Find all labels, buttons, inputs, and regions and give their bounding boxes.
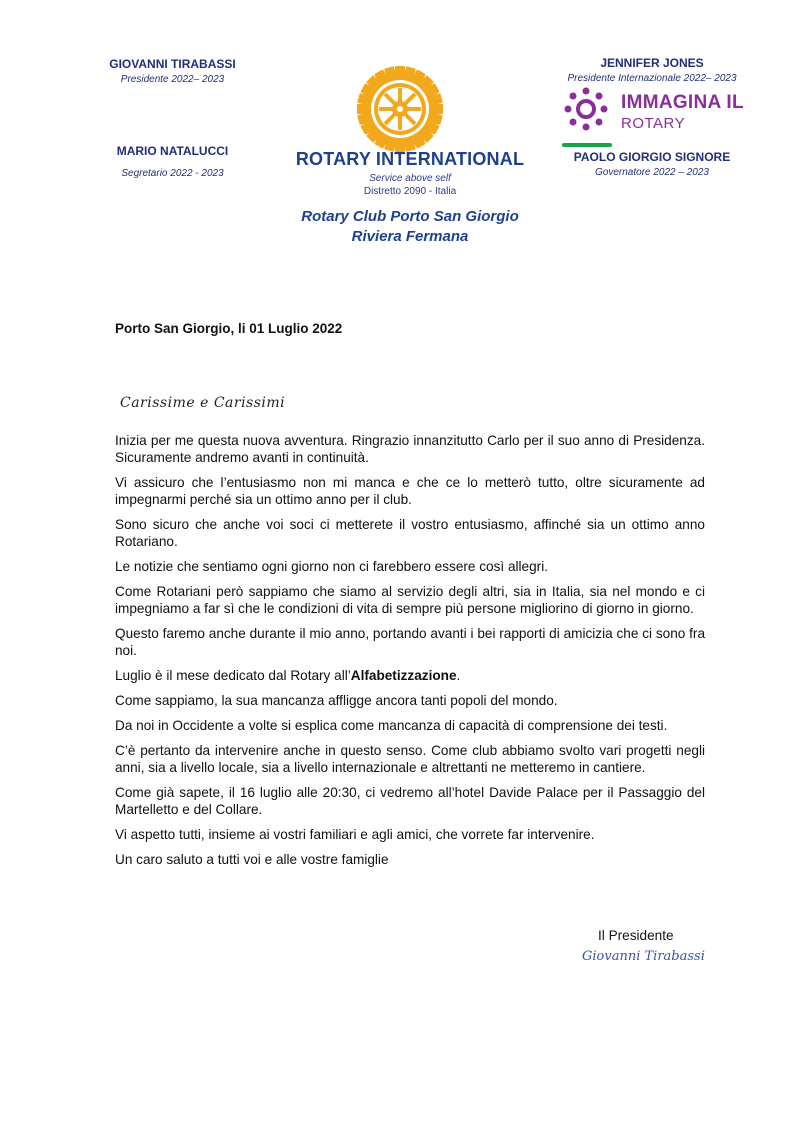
- literacy-highlight: Alfabetizzazione: [350, 668, 457, 683]
- rotary-wheel-logo: [357, 66, 443, 152]
- paragraph: Le notizie che sentiamo ogni giorno non ci farebbero essere così allegri.: [115, 559, 548, 574]
- club-name-line1: Rotary Club Porto San Giorgio: [301, 208, 519, 225]
- literacy-end: .: [456, 668, 461, 683]
- international-president-role: Presidente Internazionale 2022– 2023: [567, 73, 737, 84]
- paragraph: Questo faremo anche durante il mio anno, portando avanti i bei rapporti di amicizia che ci sono fra noi.: [115, 626, 705, 658]
- signature-handwritten: Giovanni Tirabassi: [582, 949, 705, 964]
- governor-name: PAOLO GIORGIO SIGNORE: [573, 150, 731, 164]
- letter-date: Porto San Giorgio, li 01 Luglio 2022: [115, 321, 343, 336]
- international-president-block: [556, 56, 748, 84]
- paragraph: Come sappiamo, la sua mancanza affligge ancora tanti popoli del mondo.: [115, 693, 558, 708]
- imagine-rotary-logo: [563, 84, 753, 134]
- organization-motto: Service above self: [369, 173, 451, 184]
- imagine-line2: ROTARY: [621, 115, 686, 132]
- literacy-paragraph: [115, 667, 705, 684]
- rotary-international-block: [270, 149, 550, 197]
- secretary-role: Segretario 2022 - 2023: [121, 168, 224, 179]
- paragraph: Come Rotariani però sappiamo che siamo al servizio degli altri, sia in Italia, sia nel mondo e ci impegniamo a far sì che le condizioni di vita di sempre più persone migliorino di giorno in giorno.: [115, 584, 705, 616]
- letter-greeting: Carissime e Carissimi: [120, 395, 286, 411]
- paragraph: Un caro saluto a tutti voi e alle vostre famiglie: [115, 852, 389, 867]
- paragraph: Vi aspetto tutti, insieme ai vostri familiari e agli amici, che vorrete far intervenire.: [115, 827, 595, 842]
- secretary-block: [80, 144, 265, 179]
- paragraph: Vi assicuro che l’entusiasmo non mi manca e che ce lo metterò tutto, oltre sicuramente ad impegnarmi perché sia un ottimo anno per il club.: [115, 475, 705, 507]
- governor-role: Governatore 2022 – 2023: [595, 167, 709, 178]
- paragraph: C’è pertanto da intervenire anche in questo senso. Come club abbiamo svolto vari progetti negli anni, sia a livello locale, sia a livello internazionale e altrettanti ne metteremo in cantiere.: [115, 743, 705, 775]
- club-name: [230, 207, 590, 247]
- letter-body: [115, 432, 705, 876]
- paragraph: Inizia per me questa nuova avventura. Ringrazio innanzitutto Carlo per il suo anno di Presidenza. Sicuramente andremo avanti in continuità.: [115, 433, 705, 465]
- president-name: GIOVANNI TIRABASSI: [109, 57, 236, 71]
- green-divider: [562, 143, 612, 147]
- president-role: Presidente 2022– 2023: [120, 74, 225, 85]
- imagine-burst-icon: [563, 86, 609, 132]
- secretary-name: MARIO NATALUCCI: [116, 144, 229, 158]
- paragraph: Da noi in Occidente a volte si esplica come mancanza di capacità di comprensione dei testi.: [115, 718, 668, 733]
- paragraph: Come già sapete, il 16 luglio alle 20:30, ci vedremo all’hotel Davide Palace per il Passaggio del Martelletto e del Collare.: [115, 785, 705, 817]
- imagine-line1: IMMAGINA IL: [621, 92, 744, 113]
- governor-block: [552, 150, 752, 178]
- club-name-line2: Riviera Fermana: [351, 228, 469, 245]
- organization-title: ROTARY INTERNATIONAL: [295, 149, 525, 169]
- rotary-wheel-icon: [357, 66, 443, 152]
- literacy-text: Luglio è il mese dedicato dal Rotary all’: [115, 668, 351, 683]
- president-block: [80, 57, 265, 85]
- international-president-name: JENNIFER JONES: [600, 56, 704, 70]
- district-label: Distretto 2090 - Italia: [363, 186, 457, 197]
- paragraph: Sono sicuro che anche voi soci ci metterete il vostro entusiasmo, affinché sia un ottimo anno Rotariano.: [115, 517, 705, 549]
- signature-title: Il Presidente: [598, 928, 674, 943]
